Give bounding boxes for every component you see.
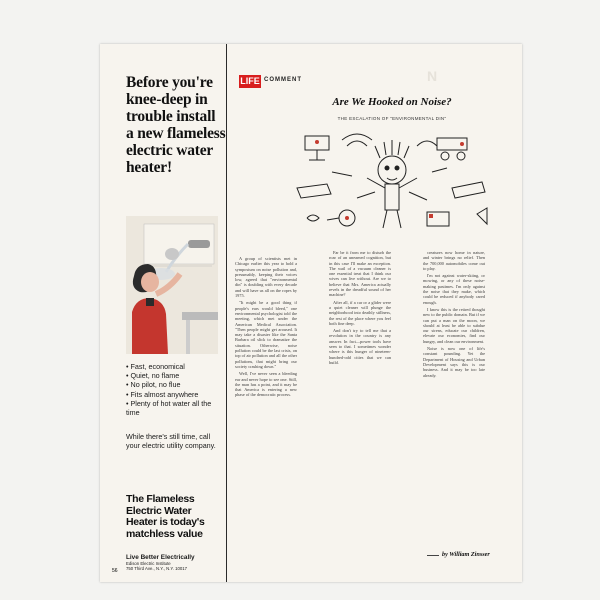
article-byline: by William Zinsser: [442, 551, 490, 558]
article-paragraph: Far be it from me to disturb the roar of an unearned cognition, but in this case I'll make an exception. The wail of a vacuum cleaner is one essential treat that I think our wives can live without. Are we to believe that Mrs. America actually revels in the dreadful sound of her machine?: [329, 250, 391, 298]
ad-feature-item: • Plenty of hot water all the time: [126, 399, 224, 417]
article-column-3: [423, 250, 485, 540]
ad-body-text: While there's still time, call your electric utility company.: [126, 432, 216, 450]
ad-sponsor-address: 750 Third Ave., N.Y., N.Y. 10017: [126, 566, 188, 571]
article-paragraph: Noise is now one of life's constant pounding. Yet the Department of Housing and Urban Development says this is our business. And it may be too late already.: [423, 346, 485, 378]
ad-signature: [126, 554, 224, 571]
article-column: [227, 44, 522, 582]
noise-cartoon-illustration: [287, 128, 497, 238]
life-logo: LIFE: [240, 76, 260, 86]
ad-sponsor-name: Edison Electric Institute: [126, 561, 171, 566]
article-paragraph: creatures now home in nature, and winter brings no relief. Then the 700,000 automobiles come out to play.: [423, 250, 485, 271]
article-paragraph: After all, if a car or a glider were a quiet cleaner will plunge the neighborhood into deathly stillness, the rest of the place where you feel both fine deep.: [329, 299, 391, 326]
section-label: COMMENT: [264, 77, 302, 83]
ad-sponsor-slogan: Live Better Electrically: [126, 554, 195, 561]
ad-feature-item: • Quiet, no flame: [126, 371, 224, 380]
article-paragraph: And don't try to tell me that a revolution in the country is any answer. In fact—power tools have seen to that. I sometimes wonder where is this hunger of nineteen-hundred-odd cities that we can build.: [329, 328, 391, 365]
ad-headline: Before you're knee-deep in trouble install a new flameless electric water heater!: [126, 74, 226, 176]
ad-feature-item: • Fast, economical: [126, 362, 224, 371]
page-number: 56: [112, 568, 118, 574]
article-paragraph: I know this is the retired thought new to the public domain. But if we can put a man on the moon, we should at least be able to subdue our sirens, educate our children, elevate our economies, find our hungry, and clean our environment.: [423, 306, 485, 344]
article-paragraph: Well, I've never seen a bleeding ear and never hope to see one. Still, the man has a point, and it may be that America is entering a new phase of the democratic process.: [235, 371, 297, 398]
ad-feature-item: • Fits almost anywhere: [126, 390, 224, 399]
byline-rule: [427, 555, 439, 556]
advertisement-column: [100, 44, 227, 582]
article-paragraph: "It might be a good thing if people's ears would bleed," one environmental psychologist told the meeting, which met under the American Medical Association. "Then people might get aroused. It may take a disaster like the Santa Barbara oil slick to dramatize the situation. Otherwise, noise pollution could be the last crisis, on top of air pollution and all the other pollutions, that might bring our society crashing down.": [235, 300, 297, 369]
ad-feature-list: [126, 362, 224, 417]
bleed-through-text: N: [427, 68, 439, 84]
article-column-1: [235, 256, 297, 541]
article-title: Are We Hooked on Noise?: [332, 96, 452, 108]
article-column-2: [329, 250, 391, 540]
ad-tagline: The Flameless Electric Water Heater is today's matchless value: [126, 493, 205, 540]
article-paragraph: I'm not against water-skiing, or mowing, or any of these noise-making pastimes. I'm only against the noise that they make, which could be reduced if anybody cared enough.: [423, 273, 485, 305]
magazine-page: [100, 44, 522, 582]
ad-illustration: [126, 216, 218, 354]
article-subtitle: THE ESCALATION OF "ENVIRONMENTAL DIN": [337, 116, 447, 121]
ad-feature-item: • No pilot, no flue: [126, 380, 224, 389]
article-paragraph: A group of scientists met in Chicago earlier this year to hold a symposium on noise pollution and, presumably, keeping their voices low, agreed that "environmental din" is doubling with every decade and will have us all on the ropes by 1975.: [235, 256, 297, 299]
